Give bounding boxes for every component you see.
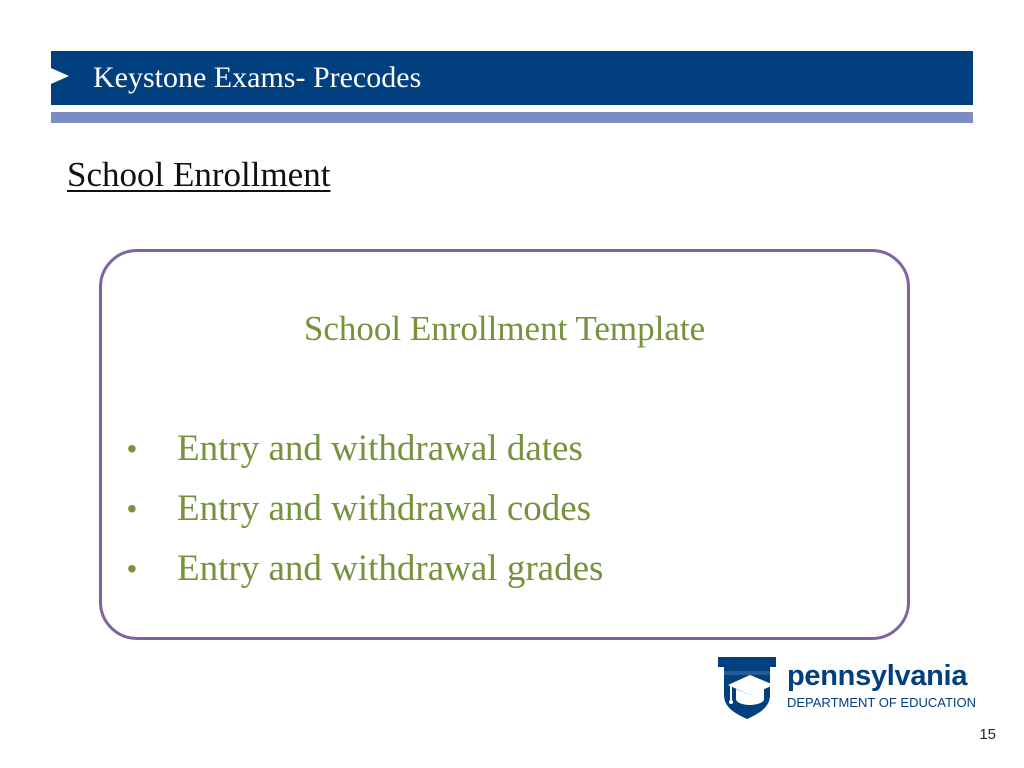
keystone-graduation-cap-icon: [714, 655, 780, 721]
bullet-text: Entry and withdrawal grades: [177, 548, 604, 589]
bullet-icon: •: [127, 433, 137, 464]
bullet-icon: •: [127, 493, 137, 524]
logo-subtitle: DEPARTMENT OF EDUCATION: [787, 695, 976, 710]
bullet-text: Entry and withdrawal codes: [177, 488, 592, 529]
page-number: 15: [979, 726, 996, 743]
bullet-text: Entry and withdrawal dates: [177, 428, 583, 469]
title-bar: [51, 51, 973, 105]
pa-education-logo: [714, 655, 984, 721]
slide-title: Keystone Exams- Precodes: [93, 61, 422, 94]
template-title: School Enrollment Template: [303, 309, 706, 348]
template-box: [99, 249, 910, 640]
bullet-icon: •: [127, 553, 137, 584]
triangle-arrow-icon: [51, 68, 69, 84]
logo-wordmark: pennsylvania: [787, 660, 968, 692]
title-divider-stripe: [51, 112, 973, 123]
section-heading: School Enrollment: [67, 155, 331, 194]
